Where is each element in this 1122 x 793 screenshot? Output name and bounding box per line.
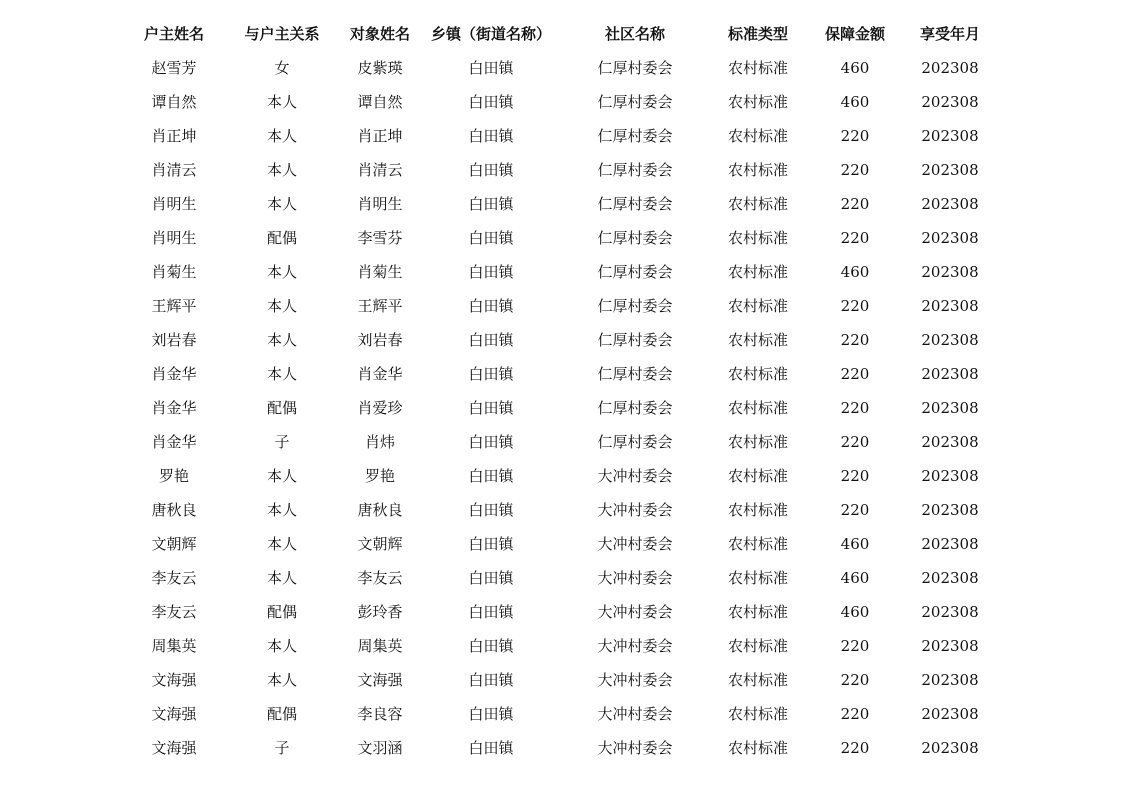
cell-month: 202308 (921, 637, 979, 655)
cell-recipient-name: 王辉平 (357, 297, 403, 315)
cell-amount: 220 (840, 433, 870, 451)
table-row (0, 425, 1122, 459)
cell-householder-name: 赵雪芳 (151, 59, 197, 77)
cell-relation: 配偶 (266, 399, 298, 417)
cell-recipient-name: 彭玲香 (357, 603, 403, 621)
cell-community: 仁厚村委会 (597, 399, 673, 417)
cell-town: 白田镇 (468, 331, 514, 349)
table-row (0, 561, 1122, 595)
cell-householder-name: 王辉平 (151, 297, 197, 315)
cell-standard-type: 农村标准 (727, 399, 789, 417)
cell-recipient-name: 文海强 (357, 671, 403, 689)
header-month: 享受年月 (919, 25, 981, 43)
table-row (0, 289, 1122, 323)
cell-community: 大冲村委会 (597, 705, 673, 723)
cell-standard-type: 农村标准 (727, 603, 789, 621)
cell-standard-type: 农村标准 (727, 161, 789, 179)
cell-month: 202308 (921, 671, 979, 689)
cell-month: 202308 (921, 501, 979, 519)
cell-community: 仁厚村委会 (597, 263, 673, 281)
cell-town: 白田镇 (468, 467, 514, 485)
cell-householder-name: 肖菊生 (151, 263, 197, 281)
header-relation: 与户主关系 (244, 25, 320, 43)
table-row (0, 697, 1122, 731)
cell-community: 大冲村委会 (597, 671, 673, 689)
cell-town: 白田镇 (468, 671, 514, 689)
cell-standard-type: 农村标准 (727, 297, 789, 315)
table-row (0, 731, 1122, 765)
cell-recipient-name: 李友云 (357, 569, 403, 587)
cell-town: 白田镇 (468, 229, 514, 247)
cell-amount: 220 (840, 195, 870, 213)
cell-relation: 本人 (266, 535, 298, 553)
cell-community: 大冲村委会 (597, 739, 673, 757)
cell-community: 仁厚村委会 (597, 433, 673, 451)
cell-amount: 220 (840, 739, 870, 757)
cell-month: 202308 (921, 297, 979, 315)
cell-relation: 本人 (266, 467, 298, 485)
table-row (0, 357, 1122, 391)
cell-amount: 460 (840, 263, 870, 281)
cell-community: 仁厚村委会 (597, 229, 673, 247)
header-recipient-name: 对象姓名 (349, 25, 411, 43)
cell-amount: 220 (840, 161, 870, 179)
cell-town: 白田镇 (468, 365, 514, 383)
cell-town: 白田镇 (468, 739, 514, 757)
cell-recipient-name: 肖金华 (357, 365, 403, 383)
cell-month: 202308 (921, 161, 979, 179)
cell-standard-type: 农村标准 (727, 59, 789, 77)
cell-month: 202308 (921, 365, 979, 383)
cell-month: 202308 (921, 399, 979, 417)
cell-town: 白田镇 (468, 433, 514, 451)
cell-recipient-name: 李良容 (357, 705, 403, 723)
cell-month: 202308 (921, 229, 979, 247)
cell-community: 大冲村委会 (597, 637, 673, 655)
table-row (0, 221, 1122, 255)
header-standard-type: 标准类型 (727, 25, 789, 43)
cell-month: 202308 (921, 331, 979, 349)
cell-community: 大冲村委会 (597, 467, 673, 485)
cell-householder-name: 李友云 (151, 569, 197, 587)
cell-relation: 本人 (266, 93, 298, 111)
cell-recipient-name: 李雪芬 (357, 229, 403, 247)
cell-householder-name: 肖清云 (151, 161, 197, 179)
cell-town: 白田镇 (468, 263, 514, 281)
cell-standard-type: 农村标准 (727, 705, 789, 723)
cell-amount: 460 (840, 535, 870, 553)
table-row (0, 51, 1122, 85)
cell-community: 大冲村委会 (597, 535, 673, 553)
cell-recipient-name: 周集英 (357, 637, 403, 655)
table-row (0, 595, 1122, 629)
cell-relation: 本人 (266, 297, 298, 315)
cell-amount: 220 (840, 297, 870, 315)
cell-amount: 220 (840, 705, 870, 723)
cell-standard-type: 农村标准 (727, 195, 789, 213)
cell-householder-name: 文海强 (151, 739, 197, 757)
cell-standard-type: 农村标准 (727, 637, 789, 655)
cell-recipient-name: 罗艳 (364, 467, 396, 485)
cell-community: 仁厚村委会 (597, 297, 673, 315)
cell-town: 白田镇 (468, 535, 514, 553)
header-community: 社区名称 (604, 25, 666, 43)
cell-recipient-name: 谭自然 (357, 93, 403, 111)
cell-amount: 220 (840, 399, 870, 417)
cell-householder-name: 文海强 (151, 705, 197, 723)
cell-relation: 本人 (266, 569, 298, 587)
cell-standard-type: 农村标准 (727, 739, 789, 757)
cell-relation: 女 (274, 59, 290, 77)
cell-relation: 本人 (266, 331, 298, 349)
cell-relation: 本人 (266, 263, 298, 281)
table-header-row (0, 17, 1122, 51)
table-row (0, 527, 1122, 561)
table-row (0, 255, 1122, 289)
cell-month: 202308 (921, 603, 979, 621)
cell-town: 白田镇 (468, 161, 514, 179)
cell-town: 白田镇 (468, 59, 514, 77)
cell-standard-type: 农村标准 (727, 93, 789, 111)
cell-standard-type: 农村标准 (727, 433, 789, 451)
cell-recipient-name: 肖清云 (357, 161, 403, 179)
cell-relation: 本人 (266, 501, 298, 519)
cell-community: 大冲村委会 (597, 501, 673, 519)
cell-amount: 220 (840, 637, 870, 655)
cell-relation: 本人 (266, 195, 298, 213)
cell-standard-type: 农村标准 (727, 467, 789, 485)
cell-relation: 子 (274, 433, 290, 451)
cell-amount: 220 (840, 127, 870, 145)
table-row (0, 493, 1122, 527)
cell-recipient-name: 文羽涵 (357, 739, 403, 757)
cell-month: 202308 (921, 569, 979, 587)
cell-amount: 220 (840, 331, 870, 349)
cell-householder-name: 周集英 (151, 637, 197, 655)
cell-relation: 本人 (266, 671, 298, 689)
cell-amount: 220 (840, 501, 870, 519)
cell-householder-name: 刘岩春 (151, 331, 197, 349)
cell-relation: 配偶 (266, 229, 298, 247)
cell-householder-name: 肖金华 (151, 399, 197, 417)
header-amount: 保障金额 (824, 25, 886, 43)
cell-householder-name: 肖明生 (151, 229, 197, 247)
cell-standard-type: 农村标准 (727, 569, 789, 587)
cell-relation: 配偶 (266, 603, 298, 621)
table-row (0, 323, 1122, 357)
cell-town: 白田镇 (468, 501, 514, 519)
cell-community: 大冲村委会 (597, 569, 673, 587)
table-row (0, 153, 1122, 187)
cell-community: 仁厚村委会 (597, 59, 673, 77)
cell-householder-name: 文海强 (151, 671, 197, 689)
cell-relation: 子 (274, 739, 290, 757)
cell-town: 白田镇 (468, 127, 514, 145)
table-body (0, 51, 1122, 765)
cell-relation: 本人 (266, 127, 298, 145)
cell-recipient-name: 肖正坤 (357, 127, 403, 145)
subsidy-table (0, 17, 1122, 765)
cell-standard-type: 农村标准 (727, 127, 789, 145)
cell-recipient-name: 肖爱珍 (357, 399, 403, 417)
header-town: 乡镇（街道名称） (430, 25, 552, 43)
cell-recipient-name: 文朝辉 (357, 535, 403, 553)
cell-month: 202308 (921, 433, 979, 451)
cell-amount: 220 (840, 671, 870, 689)
cell-householder-name: 李友云 (151, 603, 197, 621)
cell-householder-name: 肖金华 (151, 433, 197, 451)
cell-standard-type: 农村标准 (727, 331, 789, 349)
cell-recipient-name: 皮紫瑛 (357, 59, 403, 77)
cell-community: 仁厚村委会 (597, 93, 673, 111)
cell-householder-name: 肖金华 (151, 365, 197, 383)
cell-householder-name: 肖正坤 (151, 127, 197, 145)
cell-town: 白田镇 (468, 637, 514, 655)
cell-month: 202308 (921, 739, 979, 757)
cell-amount: 220 (840, 229, 870, 247)
cell-month: 202308 (921, 127, 979, 145)
cell-standard-type: 农村标准 (727, 671, 789, 689)
cell-month: 202308 (921, 59, 979, 77)
cell-month: 202308 (921, 93, 979, 111)
cell-recipient-name: 刘岩春 (357, 331, 403, 349)
cell-recipient-name: 肖菊生 (357, 263, 403, 281)
cell-standard-type: 农村标准 (727, 229, 789, 247)
cell-relation: 配偶 (266, 705, 298, 723)
cell-community: 仁厚村委会 (597, 365, 673, 383)
cell-town: 白田镇 (468, 569, 514, 587)
cell-householder-name: 文朝辉 (151, 535, 197, 553)
cell-town: 白田镇 (468, 93, 514, 111)
table-row (0, 391, 1122, 425)
cell-month: 202308 (921, 535, 979, 553)
cell-town: 白田镇 (468, 705, 514, 723)
cell-community: 仁厚村委会 (597, 331, 673, 349)
table-row (0, 459, 1122, 493)
cell-standard-type: 农村标准 (727, 535, 789, 553)
cell-amount: 460 (840, 569, 870, 587)
cell-standard-type: 农村标准 (727, 365, 789, 383)
cell-relation: 本人 (266, 161, 298, 179)
cell-amount: 460 (840, 93, 870, 111)
cell-householder-name: 肖明生 (151, 195, 197, 213)
table-row (0, 187, 1122, 221)
cell-amount: 220 (840, 467, 870, 485)
cell-community: 仁厚村委会 (597, 195, 673, 213)
cell-town: 白田镇 (468, 297, 514, 315)
cell-town: 白田镇 (468, 399, 514, 417)
cell-town: 白田镇 (468, 603, 514, 621)
table-row (0, 85, 1122, 119)
table-row (0, 663, 1122, 697)
cell-householder-name: 唐秋良 (151, 501, 197, 519)
cell-community: 大冲村委会 (597, 603, 673, 621)
cell-standard-type: 农村标准 (727, 263, 789, 281)
table-row (0, 629, 1122, 663)
cell-recipient-name: 肖明生 (357, 195, 403, 213)
header-householder-name: 户主姓名 (143, 25, 205, 43)
table-row (0, 119, 1122, 153)
cell-relation: 本人 (266, 365, 298, 383)
cell-amount: 460 (840, 59, 870, 77)
cell-month: 202308 (921, 467, 979, 485)
cell-community: 仁厚村委会 (597, 127, 673, 145)
cell-community: 仁厚村委会 (597, 161, 673, 179)
cell-standard-type: 农村标准 (727, 501, 789, 519)
cell-amount: 460 (840, 603, 870, 621)
cell-month: 202308 (921, 705, 979, 723)
cell-month: 202308 (921, 195, 979, 213)
cell-amount: 220 (840, 365, 870, 383)
cell-householder-name: 谭自然 (151, 93, 197, 111)
cell-relation: 本人 (266, 637, 298, 655)
cell-month: 202308 (921, 263, 979, 281)
cell-town: 白田镇 (468, 195, 514, 213)
cell-recipient-name: 肖炜 (364, 433, 396, 451)
cell-recipient-name: 唐秋良 (357, 501, 403, 519)
cell-householder-name: 罗艳 (158, 467, 190, 485)
